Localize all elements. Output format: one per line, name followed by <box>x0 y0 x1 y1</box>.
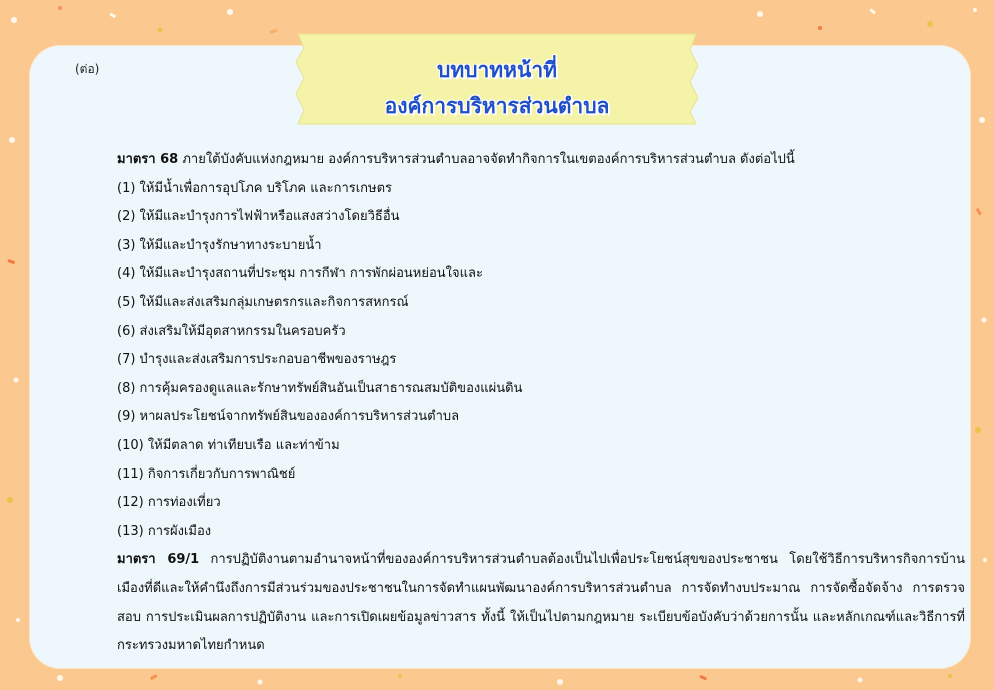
list-item: (2) ให้มีและบำรุงการไฟฟ้าหรือแสงสว่างโดยวิธีอื่น <box>117 209 400 225</box>
list-item: (9) หาผลประโยชน์จากทรัพย์สินขององค์การบริหารส่วนตำบล <box>117 409 460 425</box>
section-68-intro: ภายใต้บังคับแห่งกฎหมาย องค์การบริหารส่วนตำบลอาจจัดทำกิจการในเขตองค์การบริหารส่วนตำบล ดังต่อไปนี้ <box>178 152 795 167</box>
title-line-2: องค์การบริหารส่วนตำบล <box>384 94 610 118</box>
section-69-label: มาตรา 69/1 <box>117 552 200 568</box>
title-line-1: บทบาทหน้าที่ <box>437 58 557 82</box>
list-item: (7) บำรุงและส่งเสริมการประกอบอาชีพของราษฎร <box>117 352 397 368</box>
section-68-label: มาตรา 68 <box>117 152 179 167</box>
main-content <box>117 146 965 661</box>
list-item: (10) ให้มีตลาด ท่าเทียบเรือ และท่าข้าม <box>117 437 340 453</box>
list-item: (12) การท่องเที่ยว <box>117 495 221 511</box>
list-item: (6) ส่งเสริมให้มีอุตสาหกรรมในครอบครัว <box>117 323 346 339</box>
list-item: (8) การคุ้มครองดูแลและรักษาทรัพย์สินอันเป็นสาธารณสมบัติของแผ่นดิน <box>117 380 523 396</box>
list-item: (5) ให้มีและส่งเสริมกลุ่มเกษตรกรและกิจการสหกรณ์ <box>117 294 409 310</box>
list-item: (1) ให้มีน้ำเพื่อการอุปโภค บริโภค และการเกษตร <box>117 180 393 196</box>
list-item: (13) การผังเมือง <box>117 523 212 539</box>
section-69-text: การปฏิบัติงานตามอำนาจหน้าที่ขององค์การบริหารส่วนตำบลต้องเป็นไปเพื่อประโยชน์สุขของประชาชน โดยใช้วิธีการบริหารกิจการบ้านเมืองที่ดีและให้คำนึงถึงการมีส่วนร่วมของประชาชนในการจัดทำแผนพัฒนาองค์การบริหารส่วนตำบล การจัดทำงบประมาณ การจัดซื้อจัดจ้าง การตรวจสอบ การประเมินผลการปฏิบัติงาน และการเปิดเผยข้อมูลข่าวสาร ทั้งนี้ ให้เป็นไปตามกฎหมาย ระเบียบข้อบังคับว่าด้วยการนั้น และหลักเกณฑ์และวิธีการที่กระทรวงมหาดไทยกำหนด <box>117 552 965 654</box>
section-68-heading <box>117 146 965 175</box>
section-69-paragraph <box>117 546 965 660</box>
continued-label: (ต่อ) <box>75 62 100 76</box>
title-banner <box>292 30 702 126</box>
list-item: (11) กิจการเกี่ยวกับการพาณิชย์ <box>117 466 296 482</box>
list-item: (4) ให้มีและบำรุงสถานที่ประชุม การกีฬา การพักผ่อนหย่อนใจและ <box>117 266 483 282</box>
list-item: (3) ให้มีและบำรุงรักษาทางระบายน้ำ <box>117 237 322 253</box>
